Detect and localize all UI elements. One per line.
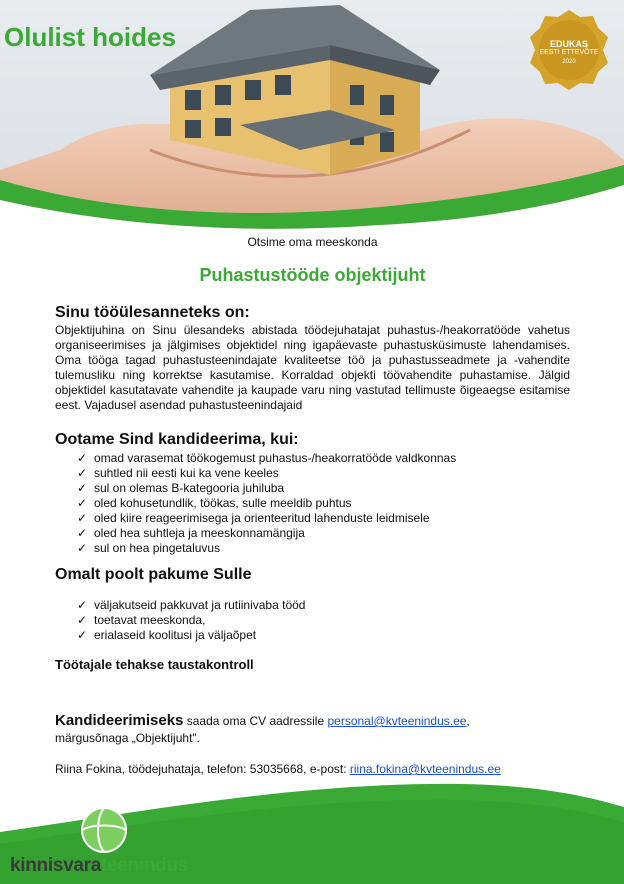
background-check-note: Töötajale tehakse taustakontroll [55, 657, 254, 672]
duties-heading: Sinu tööülesanneteks on: [55, 304, 250, 321]
contact-line: Riina Fokina, töödejuhataja, telefon: 53035668, e-post: riina.fokina@kvteenindus.ee [55, 762, 501, 776]
job-posting-body [55, 232, 570, 776]
list-item: ✓ suhtled nii eesti kui ka vene keeles [77, 466, 279, 480]
duties-section [55, 304, 570, 413]
apply-email-link[interactable]: personal@kvteenindus.ee [327, 714, 467, 728]
check-icon: ✓ [77, 613, 88, 627]
list-item: ✓ oled kiire reageerimisega ja orienteeritud lahenduste leidmisele [77, 511, 430, 525]
list-item: ✓ oled hea suhtleja ja meeskonnamängija [77, 526, 305, 540]
check-icon: ✓ [77, 481, 88, 495]
apply-keyword: märgusõnaga „Objektijuht". [55, 731, 201, 745]
list-item: ✓ sul on olemas B-kategooria juhiluba [77, 481, 285, 495]
brand-slogan: Olulist hoides [4, 22, 176, 52]
check-icon: ✓ [77, 496, 88, 510]
job-title: Puhastustööde objektijuht [199, 265, 426, 285]
offer-section [55, 566, 570, 643]
list-item: ✓ väljakutseid pakkuvat ja rutiinivaba tööd [77, 598, 306, 612]
requirements-heading: Ootame Sind kandideerima, kui: [55, 431, 299, 448]
check-icon: ✓ [77, 526, 88, 540]
duties-text: Objektijuhina on Sinu ülesandeks abistada töödejuhatajat puhastus-/heakorratööde vahetus organiseerimises ja jälgimises objektidel ning igapäevaste puhastusküsimuste lahendamises. Oma tööga tagad puhastusteenindajate kvaliteetse töö ja puhastusseadmete ja -vahendite tulemusliku ning korrektse kasutamise. Korraldad objekti töövahendite puhastamise. Jälgid objektidel kasutatavate vahendite ja kaupade varu ning vastutad tellimuste õigeaegse esitamise eest. Vajadusel asendad puhastusteenindajaid [55, 323, 570, 412]
offer-list [55, 598, 570, 643]
list-item: ✓ toetavat meeskonda, [77, 613, 206, 627]
check-icon: ✓ [77, 541, 88, 555]
apply-lead: Kandideerimiseks [55, 712, 184, 729]
check-icon: ✓ [77, 466, 88, 480]
list-item: ✓ omad varasemat töökogemust puhastus-/heakorratööde valdkonnas [77, 451, 457, 465]
check-icon: ✓ [77, 598, 88, 612]
check-icon: ✓ [77, 511, 88, 525]
contact-email-link[interactable]: riina.fokina@kvteenindus.ee [349, 762, 501, 776]
list-item: ✓ erialaseid koolitusi ja väljaõpet [77, 628, 257, 642]
list-item: ✓ sul on hea pingetaluvus [77, 541, 221, 555]
check-icon: ✓ [77, 451, 88, 465]
list-item: ✓ oled kohusetundlik, töökas, sulle meeldib puhtus [77, 496, 352, 510]
requirements-list [55, 451, 570, 556]
check-icon: ✓ [77, 628, 88, 642]
apply-instructions: Kandideerimiseks saada oma CV aadressile personal@kvteenindus.ee, märgusõnaga „Objektijuht". [55, 712, 470, 745]
company-logo: kinnisvarateenindus [10, 855, 189, 876]
offer-heading: Omalt poolt pakume Sulle [55, 566, 252, 583]
tagline: Otsime oma meeskonda [247, 235, 378, 249]
requirements-section [55, 431, 570, 556]
award-badge-text: EDUKAS EESTI ETTEVÕTE 2020 [539, 39, 599, 65]
logo-globe-icon [82, 808, 126, 852]
